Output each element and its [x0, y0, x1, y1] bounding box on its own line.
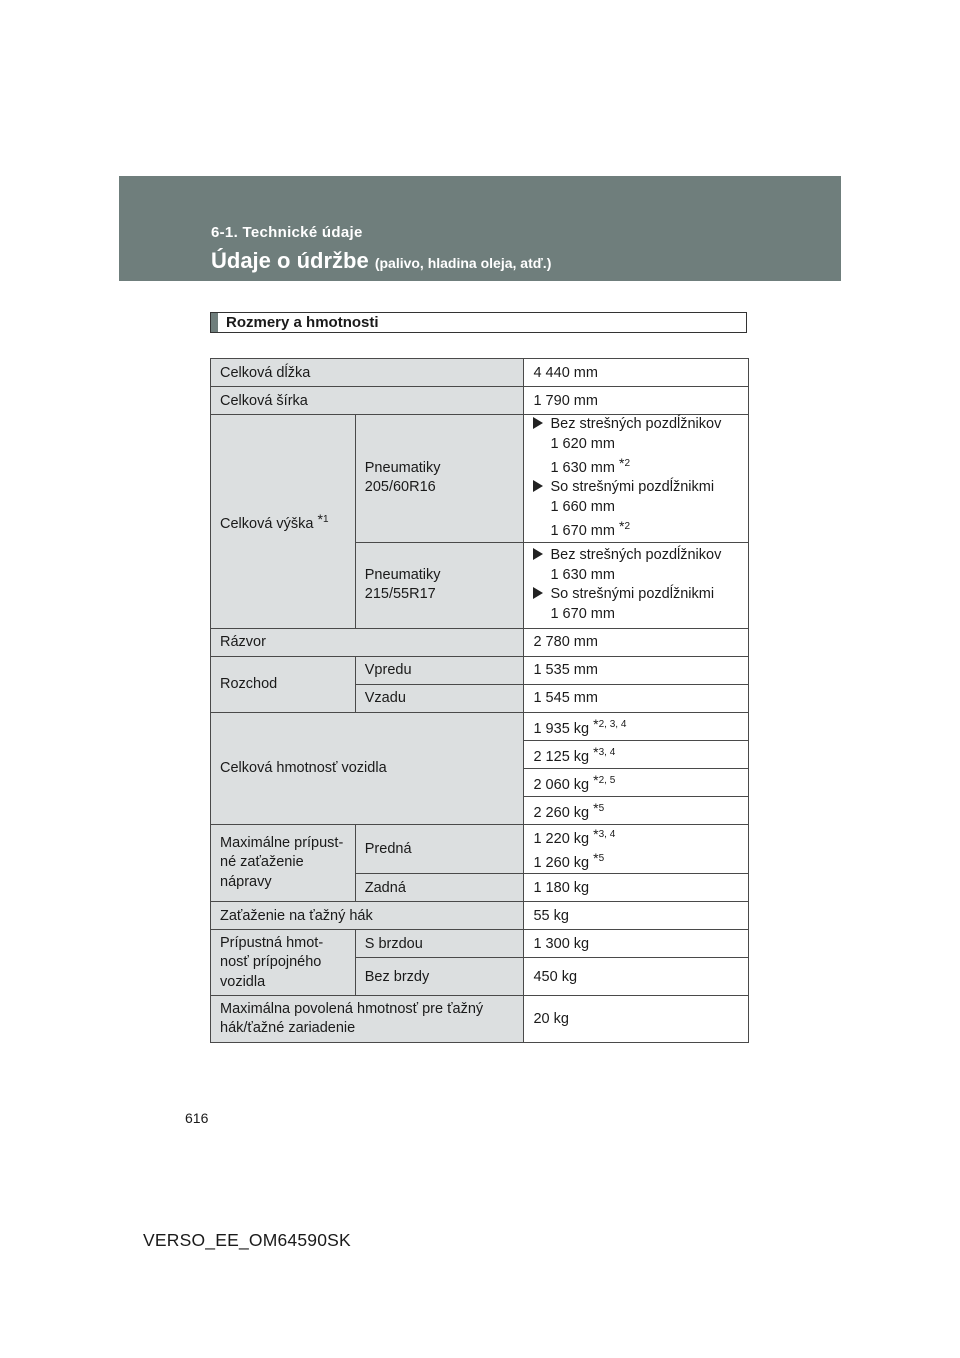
width-value: 1 790 mm [524, 387, 749, 415]
footnote-ref: *2, 5 [593, 771, 616, 788]
tire1-label-l1: Pneumatiky [364, 459, 441, 476]
device-label-l2: hák/ťažné zariadenie [220, 1020, 356, 1037]
table-row [211, 824, 749, 874]
triangle-bullet-icon [533, 480, 543, 492]
tire2-a-v1: 1 630 mm [550, 566, 615, 583]
table-row [211, 628, 749, 656]
tire1-b-v2-line: 1 670 mm $^{*2}$ [550, 518, 630, 540]
wheelbase-label: Rázvor [211, 628, 524, 656]
trailer-label-l1: Prípustná hmot- [220, 934, 324, 951]
table-row [211, 656, 749, 684]
footnote-ref: *3, 4 [593, 743, 616, 760]
table-row [211, 415, 749, 543]
triangle-bullet-icon [533, 417, 543, 429]
page-title-main: Údaje o údržbe [211, 248, 369, 273]
trailer-braked-label: S brzdou [355, 930, 524, 958]
footnote-ref: *1 [317, 510, 329, 527]
trailer-label-l2: nosť prípojného [220, 954, 322, 971]
track-rear-label: Vzadu [355, 684, 524, 712]
trailer-unbraked-label: Bez brzdy [355, 958, 524, 996]
tire2-label-cell [355, 542, 524, 628]
height-label-cell [211, 415, 356, 629]
length-value: 4 440 mm [524, 359, 749, 387]
footnote-ref: *2 [618, 455, 630, 471]
axle-label-l2: né zaťaženie [220, 854, 304, 871]
section-label: 6-1. Technické údaje [211, 224, 363, 241]
page-title [211, 248, 551, 274]
axle-rear-label: Zadná [355, 874, 524, 902]
tire1-label-cell [355, 415, 524, 543]
footnote-ref: *2 [618, 518, 630, 535]
width-label: Celková šírka [211, 387, 524, 415]
subheading-box [210, 312, 747, 333]
axle-front-values: 1 220 kg $^{*3, 4}$ 1 260 kg $^{*5}$ [524, 824, 749, 874]
length-label: Celková dĺžka [211, 359, 524, 387]
tire2-b-head: So strešnými pozdĺžnikmi [550, 586, 715, 603]
axle-rear-value: 1 180 kg [524, 874, 749, 902]
tire1-b-v1: 1 660 mm [550, 498, 615, 515]
axle-label-l3: nápravy [220, 873, 272, 890]
tire2-a-head: Bez strešných pozdĺžnikov [550, 547, 722, 564]
device-label-l1: Maximálna povolená hmotnosť pre ťažný [220, 1000, 484, 1017]
axle-label-cell [211, 824, 356, 902]
page-number: 616 [185, 1110, 209, 1126]
gvw-value-2: 2 125 kg $^{*3, 4}$ [524, 740, 749, 768]
tire1-a-v1: 1 620 mm [550, 435, 615, 452]
table-row [211, 712, 749, 740]
footer-code: VERSO_EE_OM64590SK [143, 1230, 351, 1250]
trailer-braked-value: 1 300 kg [524, 930, 749, 958]
triangle-bullet-icon [533, 587, 543, 599]
footnote-ref: *5 [593, 849, 605, 866]
footnote-ref: *2, 3, 4 [593, 715, 627, 732]
table-row [211, 902, 749, 930]
table-row [211, 387, 749, 415]
trailer-label-cell [211, 930, 356, 996]
track-rear-value: 1 545 mm [524, 684, 749, 712]
device-label-cell [211, 996, 524, 1043]
trailer-unbraked-value: 450 kg [524, 958, 749, 996]
subheading: Rozmery a hmotnosti [226, 314, 379, 331]
axle-front-label: Predná [355, 824, 524, 874]
axle-label-l1: Maximálne prípust- [220, 834, 344, 851]
spec-table [210, 358, 749, 1043]
footnote-ref: *3, 4 [593, 825, 616, 842]
footnote-ref: *5 [593, 799, 605, 816]
table-row [211, 996, 749, 1043]
page-title-sub: (palivo, hladina oleja, atď.) [374, 255, 552, 271]
tire1-b-head: So strešnými pozdĺžnikmi [550, 479, 715, 496]
tire1-values-cell [524, 415, 749, 543]
tire2-label-l2: 215/55R17 [364, 586, 436, 603]
tire1-a-v2-line: 1 630 mm $^{*2}$ [550, 455, 630, 476]
gvw-value-4: 2 260 kg $^{*5}$ [524, 796, 749, 824]
table-row [211, 359, 749, 387]
table-row [211, 930, 749, 958]
trailer-label-l3: vozidla [220, 973, 266, 990]
subheading-bar [211, 313, 218, 332]
track-front-value: 1 535 mm [524, 656, 749, 684]
tire2-b-v1: 1 670 mm [550, 605, 615, 622]
device-value: 20 kg [524, 996, 749, 1043]
tire2-values-cell [524, 542, 749, 628]
hitch-load-label: Zaťaženie na ťažný hák [211, 902, 524, 930]
triangle-bullet-icon [533, 548, 543, 560]
track-front-label: Vpredu [355, 656, 524, 684]
track-label: Rozchod [211, 656, 356, 712]
gvw-value-3: 2 060 kg $^{*2, 5}$ [524, 768, 749, 796]
tire2-label-l1: Pneumatiky [364, 566, 441, 583]
chapter-banner [119, 176, 841, 281]
height-label: Celková výška [220, 515, 314, 532]
gvw-label: Celková hmotnosť vozidla [211, 712, 524, 824]
gvw-value-1: 1 935 kg $^{*2, 3, 4}$ [524, 712, 749, 740]
wheelbase-value: 2 780 mm [524, 628, 749, 656]
tire1-a-head: Bez strešných pozdĺžnikov [550, 416, 722, 432]
tire1-label-l2: 205/60R16 [364, 479, 436, 496]
hitch-load-value: 55 kg [524, 902, 749, 930]
